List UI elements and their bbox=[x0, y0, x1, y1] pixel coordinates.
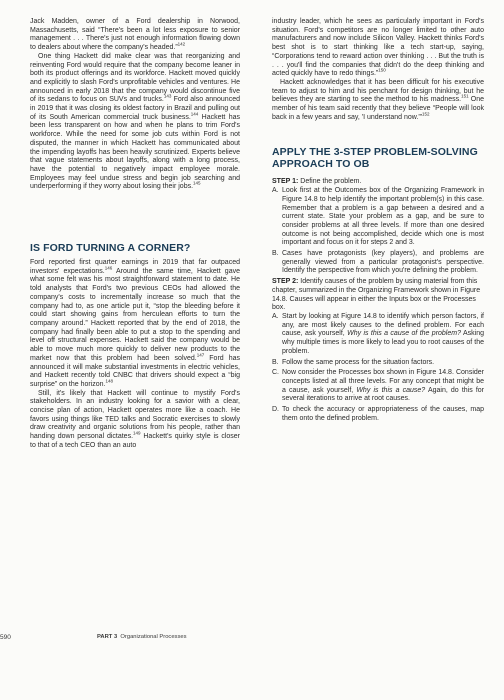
footnote-ref: 147 bbox=[196, 352, 205, 358]
item-text: Look first at the Outcomes box of the Organizing Framework in Figure 14.8 to help identify the important problem(s) in this case. Remember that a problem is a gap between a desired and a current state. State your problem as a gap, and be sure to consider problems at all three levels. If more than one desired outcome is not being accomplished, decide which one is most important and focus on it for steps 2 and 3. bbox=[282, 187, 484, 247]
paragraph: Hackett acknowledges that it has been difficult for his executive team to adjust to him and his penchant for design thinking, but he believes they are starting to see the method to his madness.$^{151}$ One member of his team said recently that they believe “People will look back in a few years and say, 'I understand now.'”$^{152}$ bbox=[272, 78, 484, 121]
footnote-ref: 146 bbox=[104, 265, 113, 271]
list-item bbox=[272, 406, 484, 423]
step-1: STEP 1: Define the problem. bbox=[272, 178, 362, 186]
footnote-ref: 151 bbox=[461, 94, 469, 99]
part-label bbox=[97, 634, 186, 640]
item-text: Start by looking at Figure 14.8 to identify which person factors, if any, are most likely causes to the defined problem. For each cause, ask yourself, Why is this a cause of the problem? Asking why multiple times is more likely to lead you to root causes of the problem. bbox=[282, 312, 484, 355]
section-heading: IS FORD TURNING A CORNER? bbox=[30, 242, 191, 255]
footnote-ref: 150 bbox=[378, 67, 386, 73]
footnote-ref: 145 bbox=[193, 181, 201, 187]
item-label: D. bbox=[272, 406, 279, 414]
item-label: A. bbox=[272, 187, 279, 195]
paragraph: industry leader, which he sees as particularly important in Ford's situation. Ford's competitors are no longer limited to other auto manufacturers and now include Silicon Valley. Hackett thinks Ford's best shot is to start thinking like a tech start-up, saying, “Corporations tend to reward action over thinking . . . But the truth is . . . you'll find the companies that didn't do the deep thinking and acted quickly have to redo things.”$^{150}$ bbox=[272, 18, 484, 78]
part-number: PART 3 bbox=[97, 634, 118, 640]
item-label: B. bbox=[272, 358, 279, 366]
item-text: Follow the same process for the situation factors. bbox=[282, 358, 435, 366]
list-item bbox=[272, 250, 484, 276]
footnote-ref: 143 bbox=[163, 94, 172, 99]
item-label: C. bbox=[272, 369, 279, 377]
step-2: STEP 2: Identify causes of the problem by using material from this chapter, summarized in the Organizing Framework shown in Figure 14.8. Causes will appear in either the Inputs box or the Processes box. bbox=[272, 278, 481, 312]
footnote-ref: 152 bbox=[422, 111, 430, 117]
section-heading: APPLY THE 3-STEP PROBLEM-SOLVING APPROACH TO OB bbox=[272, 146, 478, 171]
paragraph: Jack Madden, owner of a Ford dealership in Norwood, Massachusetts, said “There's been a lot less exposure to senior management . . . There's just not enough information flowing down to dealers about where the company's headed.”$^{142}$ bbox=[30, 18, 240, 52]
step-label: STEP 1: bbox=[272, 178, 299, 186]
right-column bbox=[272, 18, 484, 425]
step-label: STEP 2: bbox=[272, 278, 299, 286]
footnote-ref: 149 bbox=[133, 430, 141, 436]
list-item bbox=[272, 313, 484, 357]
list-item bbox=[272, 359, 484, 368]
item-label: B. bbox=[272, 250, 279, 258]
item-text: Cases have protagonists (key players), and problems are generally viewed from a particular protagonist's perspective. Identify the perspective from which you're defining the problem. bbox=[282, 250, 484, 275]
item-text: Now consider the Processes box shown in Figure 14.8. Consider concepts listed at all three levels. For any concept that might be a cause, ask yourself, Why is this a cause? Again, do this for several iterations to arrive at root causes. bbox=[282, 369, 484, 403]
item-text: To check the accuracy or appropriateness of the causes, map them onto the defined problem. bbox=[282, 406, 484, 422]
list-item bbox=[272, 187, 484, 248]
paragraph: Still, it's likely that Hackett will continue to mystify Ford's stakeholders. In an industry looking for a savior with a clear, concise plan of action, Hackett operates more like a coach. He favors using things like TED talks and Socratic exercises to slowly draw creativity and organic solutions from his people, rather than handing down personal dictates.$^{149}$ Hackett's quirky style is closer to that of a tech CEO than an auto bbox=[30, 389, 240, 449]
page-number: 590 bbox=[0, 634, 11, 641]
footnote-ref: 142 bbox=[177, 41, 186, 47]
list-item bbox=[272, 369, 484, 404]
left-column bbox=[30, 18, 240, 451]
paragraph: One thing Hackett did make clear was that reorganizing and reinventing Ford would require that the company become leaner in both its product offerings and its workforce. Hackett moved quickly and explicitly to slash Ford's unprofitable vehicles and ventures. He announced in early 2018 that the company would discontinue five of its sedans to focus on SUVs and trucks.$^{143}$ Ford also announced in 2019 that it was closing its oldest factory in Brazil and pulling out of its South American commercial truck business.$^{144}$ Hackett has been less transparent on how and when he plans to trim Ford's workforce. While the need for some job cuts within Ford is not disputed, the manner in which Hackett has communicated about the impending layoffs has been heavily scrutinized. Experts believe that vague statements about layoffs, along with a long process, have the potential to negatively impact employee morale. Employees may feel undue stress and begin job searching and underperforming if they worry about losing their jobs.$^{145}$ bbox=[30, 52, 240, 191]
footnote-ref: 148 bbox=[105, 378, 113, 384]
item-label: A. bbox=[272, 312, 279, 320]
part-title: Organizational Processes bbox=[120, 634, 187, 640]
paragraph: Ford reported first quarter earnings in 2019 that far outpaced investors' expectations.$^{146}$ Around the same time, Hackett gave what some felt was his most straightforward statement to date. He told analysts that Ford's two previous CEOs had allowed the company's costs to incrementally increase so much that the company had to, as one article put it, “stop the bleeding before it could start showing gains from herculean efforts to turn the company around.” Hackett reported that by the end of 2018, the company had finally been able to put a stop to the spending and level off structural expenses. Hackett said the company would be able to move much more quickly to deliver new products to the market now that this problem had been solved.$^{147}$ Ford has announced it will make substantial investments in electric vehicles, and Hackett recently told CNBC that drivers should expect a “big surprise” on the horizon.$^{148}$ bbox=[30, 259, 240, 388]
footnote-ref: 144 bbox=[190, 111, 199, 117]
